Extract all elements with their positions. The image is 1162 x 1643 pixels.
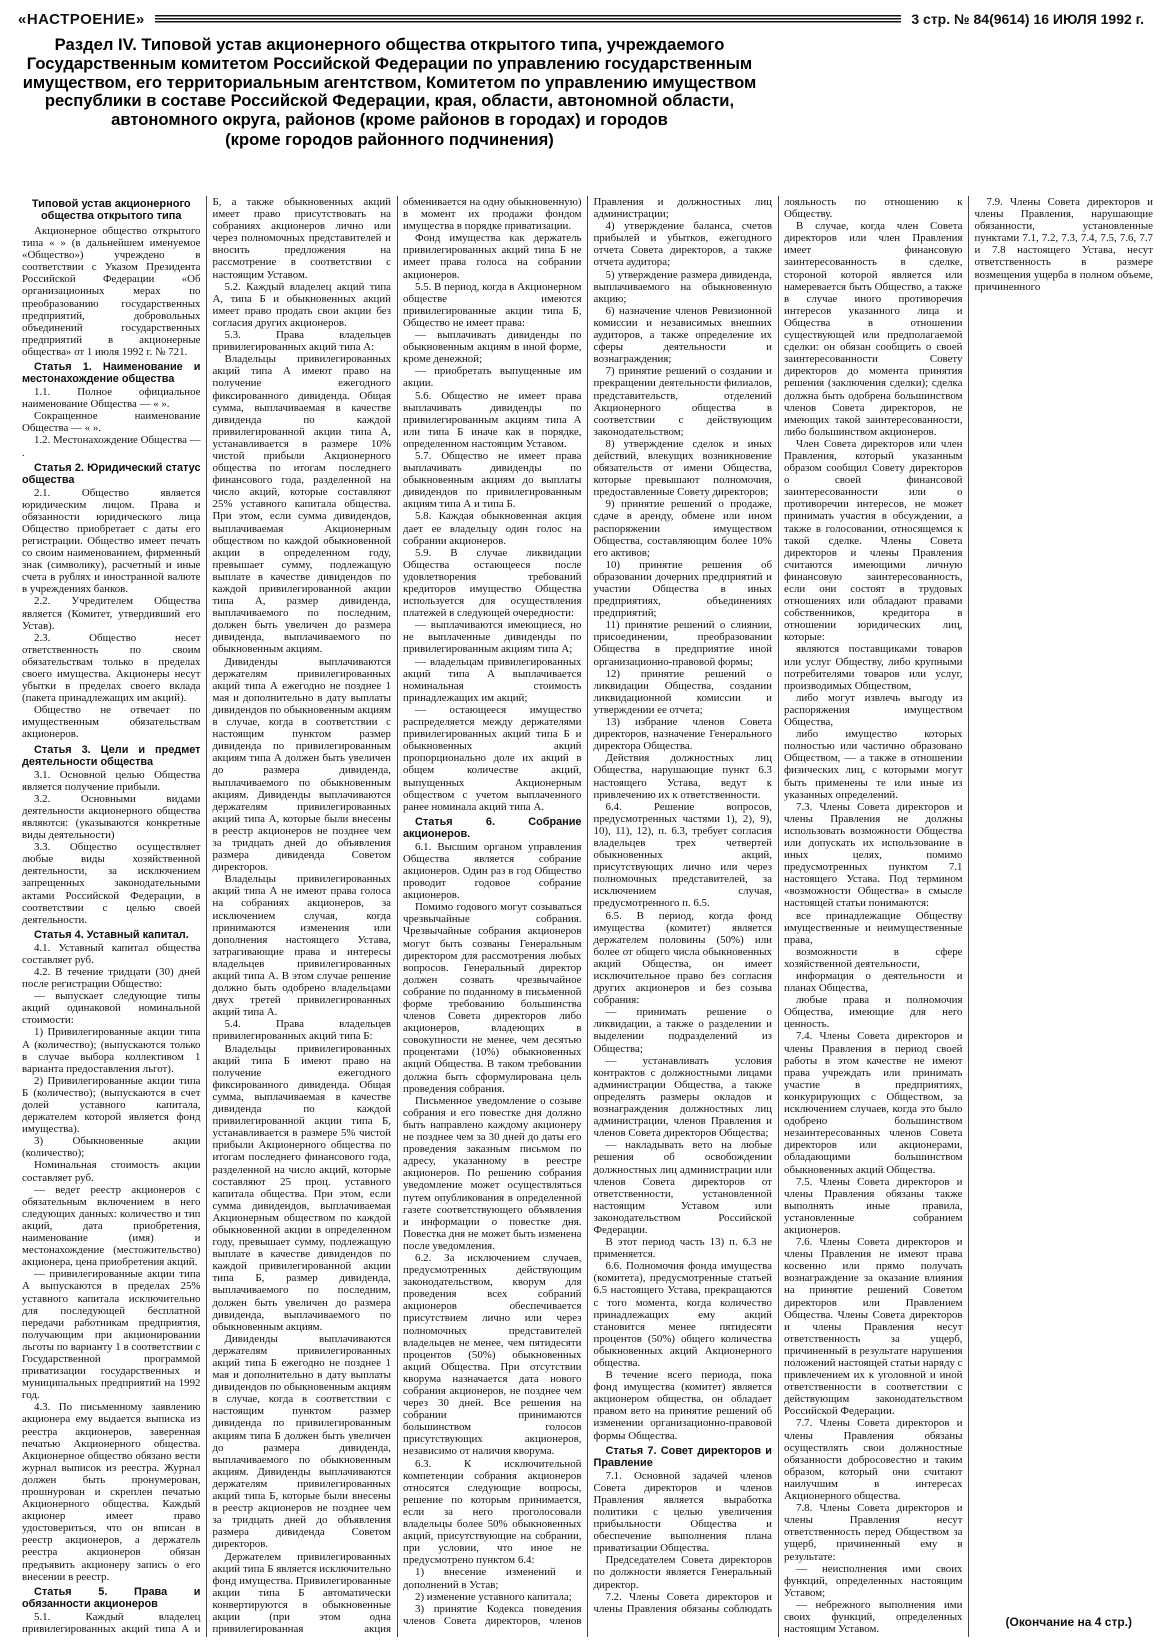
article-paragraph: 6.6. Полномочия фонда имущества (комитета), предусмотренные статьей 6.5 настоящего Устава, прекращаются с того момента, когда количество принадлежащих ему акций становится менее пятидесяти процентов (50%) общего количества обыкновенных акций Акционерного общества.: [593, 1260, 772, 1369]
article-paragraph: 5.9. В случае ликвидации Общества остающееся после удовлетворения требований кредиторов имущество Общества используется для осуществления платежей в следующей очередности:: [403, 546, 582, 620]
article-paragraph: Владельцы привилегированных акций типа А не имеют права голоса на собраниях акционеров, за исключением случая, когда принимаются изменения или дополнения настоящего Устава, затрагивающие права и интересы владельцев привилегированных акций типа А. В этом случае решение должно быть одобрено владельцами двух третей привилегированных акций типа А.: [212, 873, 391, 1019]
article-paragraph: либо имущество которых полностью или частично образовано Обществом, — а также в отношении физических лиц, с которыми могут быть применены те или иные из указанных определений.: [784, 728, 963, 801]
article-paragraph: 4.2. В течение тридцати (30) дней после регистрации Общество:: [22, 965, 201, 991]
article-paragraph: 6.1. Высшим органом управления Общества является собрание акционеров. Один раз в год Общество проводит годовое собрание акционеров.: [403, 840, 582, 902]
article-paragraph: 7.9. Члены Совета директоров и члены Правления, нарушающие обязанности, установленные пунктами 7.1, 7.2, 7.3, 7.4, 7.5, 7.6, 7.7 и 7.8 настоящего Устава, несут ответственность в размере возмещения ущерба в полном объеме, причиненного: [974, 196, 1153, 293]
article-paragraph: 3.3. Общество осуществляет любые виды хозяйственной деятельности, за исключением запрещенных законодательными актами Российской Федерации, в соответствии с целью своей деятельности.: [22, 841, 201, 926]
issue-info: 3 стр. № 84(9614) 16 ИЮЛЯ 1992 г.: [911, 11, 1144, 27]
article-paragraph: 7.6. Члены Совета директоров и члены Правления не имеют права косвенно или прямо получать вознаграждение за оказание влияния на принятие решений Советом директоров или Правлением Общества. Члены Совета директоров и члены Правления несут ответственность за ущерб, причиненный в результате нарушения положений настоящей статьи наряду с привлечением их к уголовной и иной ответственности в соответствии с действующим законодательством Российской Федерации.: [784, 1236, 963, 1418]
article-paragraph: 7.8. Члены Совета директоров и члены Правления несут ответственность перед Обществом за ущерб, причиненный ему в результате:: [784, 1502, 963, 1563]
article-columns-right: [784, 36, 1140, 1637]
article-paragraph: — устанавливать условия контрактов с должностными лицами администрации Общества, а также определять размеры окладов и вознаграждения должностных лиц администрации, членов Правления и членов Совета директоров Общества;: [593, 1054, 772, 1140]
article-paragraph: 6.5. В период, когда фонд имущества (комитет) является держателем половины (50%) или более от общего числа обыкновенных акций Общества, он имеет исключительное право без согласия других акционеров и без созыва собрания:: [593, 909, 772, 1007]
article-paragraph: — накладывать вето на любые решения об освобождении должностных лиц администрации или членов Совета директоров от ответственности, установленной настоящим Уставом или законодательством Российской Федерации.: [593, 1139, 772, 1236]
article-paragraph: Действия должностных лиц Общества, нарушающие пункт 6.3 настоящего Устава, ведут к привлечению их к ответственности.: [593, 752, 772, 801]
article-paragraph: 4.1. Уставный капитал общества составляет руб.: [22, 941, 201, 966]
article-paragraph: 2.2. Учредителем Общества является (Комитет, утвердивший его Устав).: [22, 595, 201, 632]
article-paragraph: 2.3. Общество несет ответственность по своим обязательствам только в пределах своего имущества. Акционеры несут убытки в пределах своего вклада (пакета принадлежащих им акций).: [22, 631, 201, 705]
article-paragraph: 7.3. Члены Совета директоров и члены Правления не должны использовать возможности Общества или допускать их использование в иных целях, помимо предусмотренных пунктом 7.1 настоящего Устава. Под термином «возможности Общества» в смысле настоящей статьи понимаются:: [784, 800, 963, 910]
article-paragraph: Владельцы привилегированных акций типа Б имеют право на получение ежегодного фиксированного дивиденда. Общая сумма, выплачиваемая в качестве дивиденда по каждой привилегированной акции типа Б, устанавливается в размере 5% чистой прибыли Акционерного общества по итогам последнего финансового года, разделенной на число акций, которые составляют 25 проц. уставного капитала общества. При этом, если сумма дивидендов, выплачиваемая Акционерным обществом по каждой обыкновенной акции в определенном году, превышает сумму, подлежащую выплате в качестве дивидендов по каждой привилегированной акции типа Б, размер дивиденда, выплачиваемого по последним, должен быть увеличен до размера дивиденда, выплачиваемого по обыкновенным акциям.: [212, 1042, 391, 1333]
article-heading: Статья 7. Совет директоров и Правление: [593, 1444, 772, 1469]
article-paragraph: 10) принятие решения об образовании дочерних предприятий и участии Общества в иных предприятиях, объединениях предприятий;: [593, 558, 772, 620]
article-paragraph: 2) изменение уставного капитала;: [415, 1590, 572, 1603]
article-paragraph: 5.2. Каждый владелец акций типа А, типа Б и обыкновенных акций имеет право продать свои акции без согласия других акционеров.: [212, 280, 391, 329]
article-paragraph: Сокращенное наименование Общества — « ».: [22, 410, 201, 435]
article-paragraph: — приобретать выпущенные им акции.: [403, 365, 582, 390]
article-paragraph: 6.4. Решение вопросов, предусмотренных частями 1), 2), 9), 10), 11), 12), п. 6.3, требует согласия владельцев трех четвертей обыкновенных акций, присутствующих лично или через полномочных представителей, за исключением случая, предусмотренного п. 6.5.: [593, 800, 772, 910]
article-paragraph: 7.4. Члены Совета директоров и члены Правления в период своей работы в этом качестве не имеют права учреждать или принимать участие в предприятиях, конкурирующих с Обществом, за исключением случаев, когда это было одобрено большинством незаинтересованных членов Совета директоров или акционерами, обладающими большинством обыкновенных акций Общества.: [784, 1030, 963, 1176]
article-paragraph: 7.7. Члены Совета директоров и члены Правления обязаны осуществлять свои должностные обязанности добросовестно и таким образом, который они считают наилучшим в интересах Акционерного общества.: [784, 1417, 963, 1503]
article-paragraph: любые права и полномочия Общества, имеющие для него ценность.: [784, 994, 963, 1031]
article-paragraph: — выплачивать дивиденды по обыкновенным акциям в иной форме, кроме денежной;: [403, 329, 582, 366]
article-paragraph: 6) назначение членов Ревизионной комиссии и независимых внешних аудиторов, а также определение их сферы деятельности и вознаграждения;: [593, 304, 772, 366]
article-paragraph: либо могут извлечь выгоду из распоряжения имуществом Общества,: [784, 691, 963, 729]
article-paragraph: являются поставщиками товаров или услуг Обществу, либо крупными потребителями товаров или услуг, производимых Обществом,: [784, 643, 963, 692]
article-paragraph: Владельцы привилегированных акций типа А имеют право на получение ежегодного фиксированного дивиденда. Общая сумма, выплачиваемая в качестве дивиденда по каждой привилегированной акции типа А, устанавливается в размере 10% чистой прибыли Акционерного общества по итогам последнего финансового года, разделенной на число акций, которые составляют 25% уставного капитала общества. При этом, если сумма дивидендов, выплачиваемая Акционерным обществом по каждой обыкновенной акции в определенном году, превышает сумму, подлежащую выплате в качестве дивидендов по каждой привилегированной акции типа А, размер дивиденда, выплачиваемого по последним, должен быть увеличен до размера дивиденда, выплачиваемого по обыкновенным акциям.: [212, 353, 391, 656]
newspaper-name: «НАСТРОЕНИЕ»: [18, 10, 145, 28]
article-paragraph: 6.3. К исключительной компетенции собрания акционеров относятся следующие вопросы, решение по которым принимается, если за него проголосовали владельцы более 50% обыкновенных акций, присутствующие на собрании, при условии, что иное не предусмотрено пунктом 6.4:: [403, 1457, 582, 1567]
article-paragraph: — привилегированные акции типа А выпускаются в пределах 25% уставного капитала исключительно для последующей бесплатной передачи работникам предприятия, получающим при акционировании льготы по варианту 1 в соответствии с Государственной программой приватизации государственных и муниципальных предприятий на 1992 год.: [22, 1268, 201, 1402]
article-paragraph: 9) принятие решений о продаже, сдаче в аренду, обмене или ином распоряжении имуществом Общества, составляющим более 10% его активов;: [593, 498, 772, 559]
article-paragraph: 6.2. За исключением случаев, предусмотренных действующим законодательством, кворум для проведения всех собраний акционеров обеспечивается присутствием лично или через полномочных представителей владельцев не менее, чем пятидесяти процентов (50%) обыкновенных акций Общества. При отсутствии кворума назначается дата нового собрания акционеров, не позднее чем через 30 дней. Все решения на собрании принимаются большинством голосов присутствующих акционеров, независимо от наличия кворума.: [403, 1251, 582, 1458]
article-paragraph: В случае, когда член Совета директоров или член Правления имеет финансовую заинтересованность в сделке, стороной которой является или намеревается быть Общество, а также в случае иного противоречия интересов указанного лица и Общества в отношении существующей или предполагаемой сделки: он обязан сообщить о своей заинтересованности Совету директоров до момента принятия решения (заключения сделки); сделка должна быть одобрена большинством членов Совета директоров, не имеющих такой заинтересованности, либо большинством акционеров.: [784, 220, 963, 438]
article-heading: Статья 4. Уставный капитал.: [34, 928, 189, 941]
article-paragraph: 7.1. Основной задачей членов Совета директоров и членов Правления является выработка политики с целью увеличения прибыльности Общества и обеспечение выполнения плана приватизации Общества.: [593, 1469, 772, 1555]
article-paragraph: 4.3. По письменному заявлению акционера ему выдается выписка из реестра акционеров, заверенная печатью Акционерного общества. Акционерное общество обязано вести журнал выписок из реестра. Журнал должен быть пронумерован, прошнурован и скреплен печатью Акционерного общества. Каждый акционер имеет право удостовериться, что он вписан в реестр акционеров, а держатель реестра акционеров обязан предъявить акционеру запись о его внесении в реестр.: [22, 1401, 201, 1583]
article-paragraph: Председателем Совета директоров по должности является Генеральный директор.: [593, 1554, 772, 1591]
masthead: [18, 8, 1144, 30]
article-paragraph: 3) Обыкновенные акции (количество);: [22, 1135, 201, 1160]
article-paragraph: 5.3. Права владельцев привилегированных акций типа А:: [212, 329, 391, 354]
article-paragraph: информация о деятельности и планах Общества,: [784, 970, 963, 995]
article-paragraph: — неисполнения ими своих функций, определенных настоящим Уставом;: [784, 1562, 963, 1599]
article-paragraph: Фонд имущества как держатель привилегированных акций типа Б не имеет права голоса на собрании акционеров.: [403, 232, 582, 281]
article-heading: Статья 2. Юридический статус общества: [22, 461, 201, 486]
article-heading: Статья 3. Цели и предмет деятельности общества: [22, 743, 201, 768]
article-paragraph: 3) принятие Кодекса поведения членов Совета директоров, членов Правления и должностных лиц администрации;: [403, 196, 772, 1627]
article-paragraph: 4) утверждение баланса, счетов прибылей и убытков, ежегодного отчета Совета директоров, а также отчета аудитора;: [593, 220, 772, 269]
article-paragraph: 5) утверждение размера дивиденда, выплачиваемого на обыкновенную акцию;: [593, 268, 772, 305]
article-paragraph: 5.8. Каждая обыкновенная акция дает ее владельцу один голос на собрании акционеров.: [403, 510, 582, 547]
article-paragraph: 1.1. Полное официальное наименование Общества — « ».: [22, 386, 201, 411]
article-paragraph: Письменное уведомление о созыве собрания и его повестке дня должно быть направлено каждому акционеру не позднее чем за 30 дней до даты его проведения заказным письмом по адресу, указанному в реестре акционеров. По решению собрания уведомление может осуществляться путем опубликования в определенной газете соответствующего объявления и информации о повестке дня. Повестка дня не может быть изменена после уведомления.: [403, 1094, 582, 1252]
article-paragraph: 2.1. Общество является юридическим лицом. Права и обязанности юридического лица Общество приобретает с даты его регистрации. Общество имеет печать со своим наименованием, фирменный знак (символику), расчетный и иные счета в рублях и иностранной валюте в учреждениях банков.: [22, 486, 201, 596]
article-paragraph: все принадлежащие Обществу имущественные и неимущественные права,: [784, 909, 963, 946]
article-paragraph: Помимо годового могут созываться чрезвычайные собрания. Чрезвычайные собрания акционеров могут быть созваны Генеральным директором для рассмотрения любых вопросов. Генеральный директор должен созвать чрезвычайное собрание по поданному в письменной форме требованию большинства членов Совета директоров либо акционеров, владеющих в совокупности не менее, чем десятью процентами (10%) обыкновенных акций Общества. В таком требовании должна быть сформулирована цель проведения собрания.: [403, 901, 582, 1095]
article-paragraph: 1.2. Местонахождение Общества — .: [22, 434, 201, 459]
article-paragraph: 7.5. Члены Совета директоров и члены Правления обязаны также выполнять иные правила, установленные собранием акционеров.: [784, 1175, 963, 1236]
headline-title: Раздел IV. Типовой устав акционерного общества открытого типа, учреждаемого Государственным комитетом Российской Федерации по управлению государственным имуществом, его территориальным агентством, Комитетом по управлению имуществом республики в составе Российской Федерации, края, области, автономной области, автономного округа, районов (кроме районов в городах) и городов: [22, 35, 757, 130]
headline-subtitle: (кроме городов районного подчинения): [225, 129, 554, 149]
article-paragraph: Акционерное общество открытого типа « » (в дальнейшем именуемое «Общество») учреждено в соответствии с Указом Президента Российской Федерации «Об организационных мерах по преобразованию государственных предприятий, добровольных объединений государственных предприятий в акционерные общества» от 1 июля 1992 г. № 721.: [22, 225, 201, 358]
article-paragraph: — владельцам привилегированных акций типа А выплачивается номинальная стоимость принадлежащих им акций;: [403, 655, 582, 704]
article-paragraph: 11) принятие решений о слиянии, присоединении, преобразовании Общества в предприятие иной организационно-правовой формы;: [593, 619, 772, 668]
article-paragraph: 7) принятие решений о создании и прекращении деятельности филиалов, представительств, отделений Акционерного общества в соответствии с действующим законодательством;: [593, 365, 772, 438]
article-paragraph: Дивиденды выплачиваются держателям привилегированных акций типа А ежегодно не позднее 1 мая и дополнительно в дату выплаты дивидендов по обыкновенным акциям в случае, когда в соответствии с настоящим пунктом размер дивиденда по привилегированным акциям типа А должен быть увеличен до размера дивиденда, выплачиваемого по обыкновенным акциям. Дивиденды выплачиваются держателям привилегированных акций типа А, которые были внесены в реестр акционеров не позднее чем за тридцать дней до объявления размера дивиденда Советом директоров.: [212, 655, 391, 874]
article-paragraph: 12) принятие решений о ликвидации Общества, создании ликвидационной комиссии и утверждении ее отчета;: [593, 667, 772, 716]
article-paragraph: — выплачиваются имеющиеся, но не выплаченные дивиденды по привилегированным акциям типа А;: [403, 619, 582, 656]
article-paragraph: 7.2. Члены Совета директоров и члены Правления обязаны соблюдать лояльность по отношению к Обществу.: [593, 196, 963, 1615]
article-heading: Статья 6. Собрание акционеров.: [403, 815, 582, 840]
article-paragraph: 5.4. Права владельцев привилегированных акций типа Б:: [212, 1018, 391, 1043]
article-paragraph: — ведет реестр акционеров с обязательным включением в него следующих данных: количество и тип акций, дата приобретения, наименование (имя) и местонахождение (местожительство) акционера, цена приобретения акций.: [22, 1183, 201, 1269]
masthead-rule: [155, 15, 902, 24]
article-paragraph: Держателем привилегированных акций типа Б является исключительно фонд имущества. Привилегированные акции типа Б автоматически конвертируются в обыкновенные акции (при этом одна привилегированная акция обменивается на одну обыкновенную) в момент их продажи фондом имущества в порядке приватизации.: [212, 196, 582, 1636]
article-paragraph: 2) Привилегированные акции типа Б (количество); (выпускаются в счет долей уставного капитала, держателем которой является фонд имущества).: [22, 1074, 201, 1136]
article-paragraph: Общество не отвечает по имущественным обязательствам акционеров.: [22, 704, 201, 741]
article-paragraph: 3.1. Основной целью Общества является получение прибыли.: [22, 768, 201, 793]
article-paragraph: 13) избрание членов Совета директоров, назначение Генерального директора Общества.: [593, 716, 772, 753]
article-paragraph: Член Совета директоров или член Правления, который указанным образом сообщил Совету директоров о своей финансовой заинтересованности или о противоречии интересов, не может принимать участия в обсуждении, а также в голосовании, относящемся к такой сделке. Члены Совета директоров и члены Правления считаются имеющими личную финансовую заинтересованность, если они состоят в трудовых отношениях или обладают правами собственников, кредитора в отношении юридических лиц, которые:: [784, 437, 963, 644]
article-paragraph: — остающееся имущество распределяется между держателями привилегированных акций типа Б и обыкновенных акций пропорционально доле их акций в общем количестве акций, выпущенных Акционерным обществом с учетом выплаченного ранее номинала акций типа А.: [403, 703, 582, 813]
article-paragraph: В течение всего периода, пока фонд имущества (комитет) является акционером общества, он обладает правом вето на принятие решений об изменении организационно-правовой формы Общества.: [593, 1369, 772, 1442]
article-paragraph: 5.5. В период, когда в Акционерном обществе имеются привилегированные акции типа Б, Общество не имеет права:: [403, 280, 582, 329]
article-paragraph: 5.7. Общество не имеет права выплачивать дивиденды по обыкновенным акциям до выплаты дивидендов по привилегированным акциям типа А и типа Б.: [403, 449, 582, 511]
article-paragraph: возможности в сфере хозяйственной деятельности,: [784, 945, 963, 970]
document-title: Типовой устав акционерного общества открытого типа: [31, 198, 191, 222]
article-heading: Статья 1. Наименование и местонахождение общества: [22, 361, 201, 386]
article-heading: Статья 5. Права и обязанности акционеров: [22, 1585, 201, 1610]
article-paragraph: Дивиденды выплачиваются держателям привилегированных акций типа Б ежегодно не позднее 1 мая и дополнительно в дату выплаты дивидендов по обыкновенным акциям в случае, когда в соответствии с настоящим пунктом размер дивиденда по привилегированным акциям типа Б должен быть увеличен до размера дивиденда, выплачиваемого по обыкновенным акциям. Дивиденды выплачиваются держателям привилегированных акций типа Б, которые были внесены в реестр акционеров не позднее чем за тридцать дней до объявления размера дивиденда Советом директоров.: [212, 1332, 391, 1551]
article-paragraph: Номинальная стоимость акции составляет руб.: [22, 1159, 201, 1184]
article-paragraph: — небрежного выполнения ими своих функций, определенных настоящим Уставом.: [784, 1598, 963, 1636]
article-paragraph: 1) Привилегированные акции типа А (количество); (выпускаются только в случае выбора коллективом 1 варианта предоставления льгот).: [22, 1026, 201, 1075]
article-paragraph: 8) утверждение сделок и иных действий, влекущих возникновение обязательств от имени Общества, которые превышают полномочия, предоставленные Совету директоров;: [593, 437, 772, 499]
article-paragraph: — принимать решение о ликвидации, а также о разделении и выделении подразделений из Общества;: [593, 1006, 772, 1055]
article-paragraph: 3.2. Основными видами деятельности акционерного общества являются: (указываются конкретные виды деятельности): [22, 792, 201, 842]
section-headline: [22, 36, 757, 150]
article-paragraph: 5.1. Каждый владелец привилегированных акций типа А и Б, а также обыкновенных акций имеет право присутствовать на собраниях акционеров лично или через полномочных представителей и вносить предложения на рассмотрение в соответствии с настоящим Уставом.: [22, 196, 391, 1635]
article-paragraph: — выпускает следующие типы акций одинаковой номинальной стоимости:: [22, 990, 201, 1027]
article-paragraph: В этот период часть 13) п. 6.3 не применяется.: [593, 1236, 772, 1261]
article-paragraph: 5.6. Общество не имеет права выплачивать дивиденды по привилегированным акциям типа А или типа Б иначе как в порядке, определенном настоящим Уставом.: [403, 389, 582, 450]
article-paragraph: 1) внесение изменений и дополнений в Устав;: [403, 1566, 582, 1591]
continued-note: (Окончание на 4 стр.): [1005, 1615, 1132, 1629]
